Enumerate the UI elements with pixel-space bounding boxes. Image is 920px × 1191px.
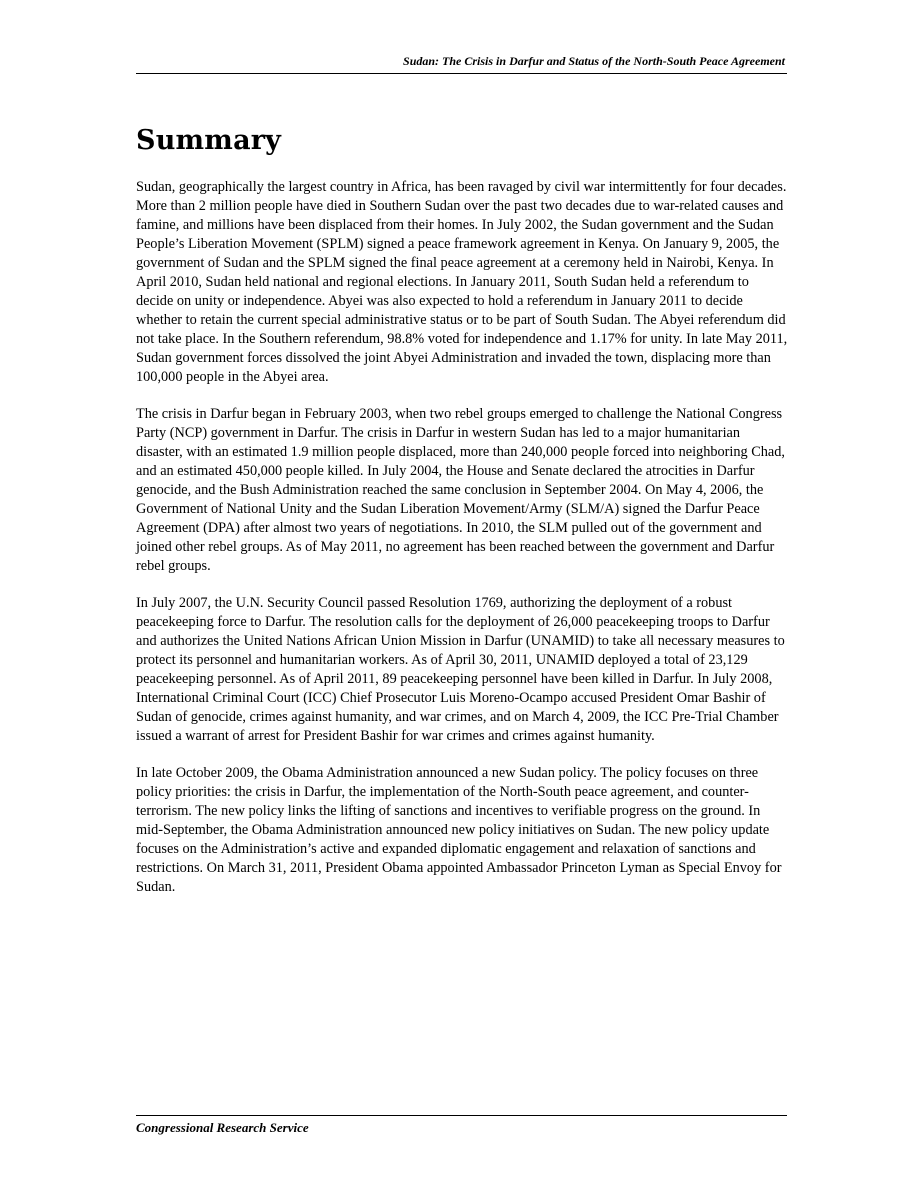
running-title: Sudan: The Crisis in Darfur and Status of the North-South Peace Agreement xyxy=(403,54,785,68)
page-title: Summary xyxy=(136,125,282,156)
running-header xyxy=(136,54,787,74)
paragraph-sudan-overview: Sudan, geographically the largest country in Africa, has been ravaged by civil war intermittently for four decades. More than 2 million people have died in Southern Sudan over the past two decades due to war-related causes and famine, and millions have been displaced from their homes. In July 2002, the Sudan government and the Sudan People’s Liberation Movement (SPLM) signed a peace framework agreement in Kenya. On January 9, 2005, the government of Sudan and the SPLM signed the final peace agreement at a ceremony held in Nairobi, Kenya. In April 2010, Sudan held national and regional elections. In January 2011, South Sudan held a referendum to decide on unity or independence. Abyei was also expected to hold a referendum in January 2011 to decide whether to retain the current special administrative status or to be part of South Sudan. The Abyei referendum did not take place. In the Southern referendum, 98.8% voted for independence and 1.17% for unity. In late May 2011, Sudan government forces dissolved the joint Abyei Administration and invaded the town, displacing more than 100,000 people in the Abyei area. xyxy=(136,179,788,385)
running-footer xyxy=(136,1115,787,1135)
paragraph-obama-policy: In late October 2009, the Obama Administration announced a new Sudan policy. The policy focuses on three policy priorities: the crisis in Darfur, the implementation of the North-South peace agreement, and counter-terrorism. The new policy links the lifting of sanctions and incentives to verifiable progress on the ground. In mid-September, the Obama Administration announced new policy initiatives on Sudan. The new policy update focuses on the Administration’s active and expanded diplomatic engagement and relaxation of sanctions and restrictions. On March 31, 2011, President Obama appointed Ambassador Princeton Lyman as Special Envoy for Sudan. xyxy=(136,765,782,895)
paragraph-peacekeeping: In July 2007, the U.N. Security Council passed Resolution 1769, authorizing the deployment of a robust peacekeeping force to Darfur. The resolution calls for the deployment of 26,000 peacekeeping troops to Darfur and authorizes the United Nations African Union Mission in Darfur (UNAMID) to take all necessary measures to protect its personnel and humanitarian workers. As of April 30, 2011, UNAMID deployed a total of 23,129 peacekeeping personnel. As of April 2011, 89 peacekeeping personnel have been killed in Darfur. In July 2008, International Criminal Court (ICC) Chief Prosecutor Luis Moreno-Ocampo accused President Omar Bashir of Sudan of genocide, crimes against humanity, and war crimes, and on March 4, 2009, the ICC Pre-Trial Chamber issued a warrant of arrest for President Bashir for war crimes and crimes against humanity. xyxy=(136,595,785,744)
summary-body xyxy=(136,178,788,915)
publisher-name: Congressional Research Service xyxy=(136,1120,309,1135)
paragraph-darfur-crisis: The crisis in Darfur began in February 2003, when two rebel groups emerged to challenge the National Congress Party (NCP) government in Darfur. The crisis in Darfur in western Sudan has led to a major humanitarian disaster, with an estimated 1.9 million people displaced, more than 240,000 people forced into neighboring Chad, and an estimated 450,000 people killed. In July 2004, the House and Senate declared the atrocities in Darfur genocide, and the Bush Administration reached the same conclusion in September 2004. On May 4, 2006, the Government of National Unity and the Sudan Liberation Movement/Army (SLM/A) signed the Darfur Peace Agreement (DPA) after almost two years of negotiations. In 2010, the SLM pulled out of the government and joined other rebel groups. As of May 2011, no agreement has been reached between the government and Darfur rebel groups. xyxy=(136,406,785,574)
